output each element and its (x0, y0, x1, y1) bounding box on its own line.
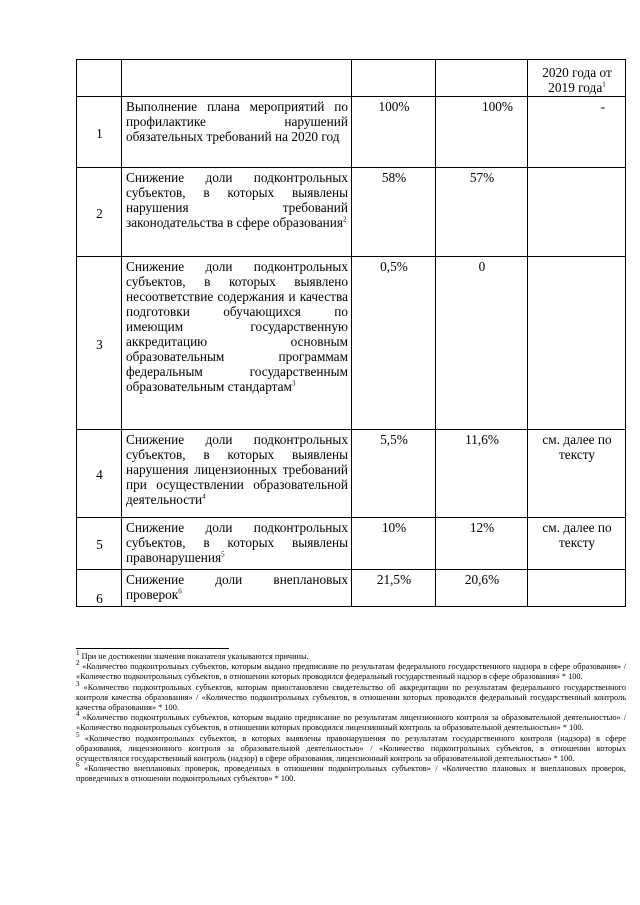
header-cell-v2 (436, 60, 528, 97)
header-change-line1: 2020 года от (542, 65, 612, 80)
table-row (77, 97, 626, 168)
row-value-actual: 11,6% (436, 430, 528, 518)
row-description (122, 97, 352, 168)
header-cell-v1 (352, 60, 436, 97)
row-description (122, 518, 352, 570)
footnote-number: 5 (76, 730, 80, 739)
header-cell-desc (122, 60, 352, 97)
row-value-plan: 0,5% (352, 257, 436, 430)
footnote (76, 730, 627, 765)
row-description-text: Снижение доли подконтрольных субъектов, в которых выявлены нарушения требований законодательства в сфере образования (126, 170, 348, 230)
row-note (528, 168, 626, 257)
footnote-text: «Количество внеплановых проверок, проведенных в отношении подконтрольных субъектов» / «Количество плановых и внеплановых проверок, проведенных в отношении подконтрольных субъектов» * 100. (76, 764, 626, 784)
row-number: 2 (77, 168, 122, 257)
row-description (122, 430, 352, 518)
footnote (76, 679, 626, 714)
header-footnote-ref: 1 (602, 80, 606, 89)
row-note (528, 570, 626, 607)
footnote-text: При не достижении значения показателя указываются причины. (81, 652, 309, 661)
row-number: 3 (77, 257, 122, 430)
row-description-text: Снижение доли подконтрольных субъектов, в которых выявлены нарушения лицензионных требований при осуществлении образовательной деятельности (126, 432, 348, 507)
row-value-actual: 57% (436, 168, 528, 257)
row-value-plan: 10% (352, 518, 436, 570)
row-footnote-ref: 6 (178, 587, 182, 596)
row-description-text: Снижение доли подконтрольных субъектов, в которых выявлено несоответствие содержания и качества подготовки обучающихся по имеющим государственную аккредитацию основным образовательным программам федеральным государственным образовательным стандартам (126, 259, 348, 394)
footnote-number: 2 (76, 659, 80, 668)
table-row (77, 257, 626, 430)
row-description-text: Снижение доли подконтрольных субъектов, в которых выявлены правонарушения (126, 520, 348, 565)
footnote-text: «Количество подконтрольных субъектов, которым приостановлено свидетельство об аккредитации по результатам федерального государственного контроля качества образования» / «Количество подконтрольных субъектов, в отношении которых проводился федеральный государственный контроль качества образования» * 100. (76, 682, 626, 713)
header-cell-change (528, 60, 626, 97)
row-number: 1 (77, 97, 122, 168)
header-change-line2: 2019 года (548, 80, 603, 95)
table-row (77, 168, 626, 257)
table-row (77, 570, 626, 607)
footnote (76, 710, 627, 733)
row-description (122, 257, 352, 430)
row-value-plan: 5,5% (352, 430, 436, 518)
row-description (122, 570, 352, 607)
row-note: см. далее по тексту (528, 430, 626, 518)
footnote-text: «Количество подконтрольных субъектов, в которых выявлены правонарушения по результатам государственного контроля (надзора) в сфере образования, лицензионного контроля за образовательной деятельностью» / «Количество подконтрольных субъектов, в отношении которых осуществлялся государственный контроль (надзор) в сфере образования, лицензионный контроль за образовательной деятельностью» * 100. (76, 733, 627, 764)
row-note: см. далее по тексту (528, 518, 626, 570)
row-value-plan: 21,5% (352, 570, 436, 607)
row-value-actual: 100% (436, 97, 528, 168)
footnote-text: «Количество подконтрольных субъектов, которым выдано предписание по результатам федерального государственного надзора в сфере образования» / «Количество подконтрольных субъектов, в отношении которых проводился федеральный государственный надзор в сфере образования» * 100. (76, 662, 626, 682)
footnote-number: 4 (76, 710, 80, 719)
footnote-number: 1 (76, 649, 80, 658)
row-value-actual: 20,6% (436, 570, 528, 607)
indicators-table (76, 59, 626, 607)
footnote (76, 659, 626, 682)
row-description-text: Выполнение плана мероприятий по профилактике нарушений обязательных требований на 2020 год (126, 99, 348, 144)
row-footnote-ref: 2 (342, 215, 347, 224)
footnote-separator (76, 648, 229, 649)
footnote (76, 761, 626, 784)
row-note (528, 257, 626, 430)
footnote-number: 6 (76, 761, 80, 770)
row-description-text: Снижение доли внеплановых проверок (126, 572, 348, 602)
row-footnote-ref: 5 (221, 550, 225, 559)
footnote-number: 3 (76, 679, 80, 688)
footnotes (76, 649, 627, 785)
footnote-text: «Количество подконтрольных субъектов, которым выдано предписание по результатам лицензионного контроля за образовательной деятельностью» / «Количество подконтрольных субъектов, в отношении которых проводился лицензионный контроль за образовательной деятельностью» * 100. (76, 713, 627, 733)
row-value-plan: 58% (352, 168, 436, 257)
table-row (77, 430, 626, 518)
row-number: 6 (77, 570, 122, 607)
row-number: 5 (77, 518, 122, 570)
row-footnote-ref: 4 (202, 492, 206, 501)
header-cell-num (77, 60, 122, 97)
footnote (76, 649, 626, 662)
row-value-actual: 12% (436, 518, 528, 570)
table-header-row (77, 60, 626, 97)
row-value-plan: 100% (352, 97, 436, 168)
row-description (122, 168, 352, 257)
row-value-actual: 0 (436, 257, 528, 430)
row-footnote-ref: 3 (291, 379, 296, 388)
table-row (77, 518, 626, 570)
row-note: - (528, 97, 626, 168)
row-number: 4 (77, 430, 122, 518)
